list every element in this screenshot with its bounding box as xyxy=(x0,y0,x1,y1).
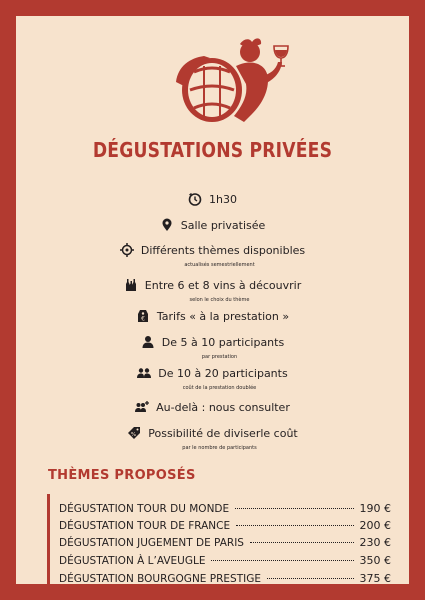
feature-label: Différents thèmes disponibles xyxy=(140,243,306,257)
leader-dots xyxy=(250,542,354,543)
theme-price: 190 € xyxy=(359,502,391,515)
theme-name: DÉGUSTATION JUGEMENT DE PARIS xyxy=(59,537,244,549)
feature-label: Au-delà : nous consulter xyxy=(156,400,290,414)
themes-heading: THÈMES PROPOSÉS xyxy=(48,468,196,483)
svg-text:%: % xyxy=(131,432,137,438)
feature-split-cost xyxy=(16,425,409,451)
feature-label: Possibilité de diviserle coût xyxy=(148,426,298,440)
price-list xyxy=(47,494,390,590)
barrel-logo xyxy=(164,36,294,126)
feature-participants-large xyxy=(16,365,409,391)
leader-dots xyxy=(236,525,353,526)
leader-dots xyxy=(235,508,353,509)
theme-name: DÉGUSTATION À L’AVEUGLE xyxy=(59,555,206,567)
page-title: DÉGUSTATIONS PRIVÉES xyxy=(92,138,333,162)
percent-tag-icon xyxy=(127,426,141,440)
list-item xyxy=(59,572,391,588)
feature-label: 1h30 xyxy=(209,192,237,206)
theme-price: 200 € xyxy=(359,519,391,532)
feature-room xyxy=(16,217,409,236)
feature-duration xyxy=(16,191,409,210)
person-icon xyxy=(141,335,155,349)
theme-price: 230 € xyxy=(359,536,391,549)
clock-icon xyxy=(188,192,202,206)
feature-sublabel: selon le choix du thème xyxy=(189,297,250,303)
crosshair-icon xyxy=(120,243,134,257)
list-item xyxy=(59,554,391,570)
theme-name: DÉGUSTATION TOUR DU MONDE xyxy=(59,503,230,515)
feature-participants-small xyxy=(16,334,409,360)
list-item xyxy=(59,502,391,518)
group-plus-icon xyxy=(135,400,149,414)
wine-bottles-icon xyxy=(124,278,138,292)
leader-dots xyxy=(211,560,353,561)
svg-text:€: € xyxy=(140,315,145,323)
feature-themes xyxy=(16,242,409,268)
location-pin-icon xyxy=(160,218,174,232)
feature-sublabel: par prestation xyxy=(201,354,238,360)
menu-card xyxy=(16,16,409,584)
feature-label: Entre 6 et 8 vins à découvrir xyxy=(144,278,302,292)
leader-dots xyxy=(267,578,354,579)
feature-pricing xyxy=(16,308,409,327)
theme-name: DÉGUSTATION TOUR DE FRANCE xyxy=(59,520,231,532)
list-item xyxy=(59,519,391,535)
feature-label: Salle privatisée xyxy=(180,218,266,232)
price-tag-icon xyxy=(136,309,150,323)
theme-price: 375 € xyxy=(359,572,391,585)
feature-label: De 5 à 10 participants xyxy=(161,335,285,349)
theme-price: 350 € xyxy=(359,554,391,567)
theme-name: DÉGUSTATION BOURGOGNE PRESTIGE xyxy=(59,573,261,585)
feature-sublabel: actualisés semestriellement xyxy=(184,262,255,268)
feature-sublabel: par le nombre de participants xyxy=(182,445,257,451)
group-icon xyxy=(137,366,151,380)
feature-label: De 10 à 20 participants xyxy=(158,366,288,380)
feature-wines xyxy=(16,277,409,303)
feature-beyond xyxy=(16,399,409,418)
feature-sublabel: coût de la prestation doublée xyxy=(182,385,257,391)
list-item xyxy=(59,536,391,552)
feature-label: Tarifs « à la prestation » xyxy=(156,309,290,323)
